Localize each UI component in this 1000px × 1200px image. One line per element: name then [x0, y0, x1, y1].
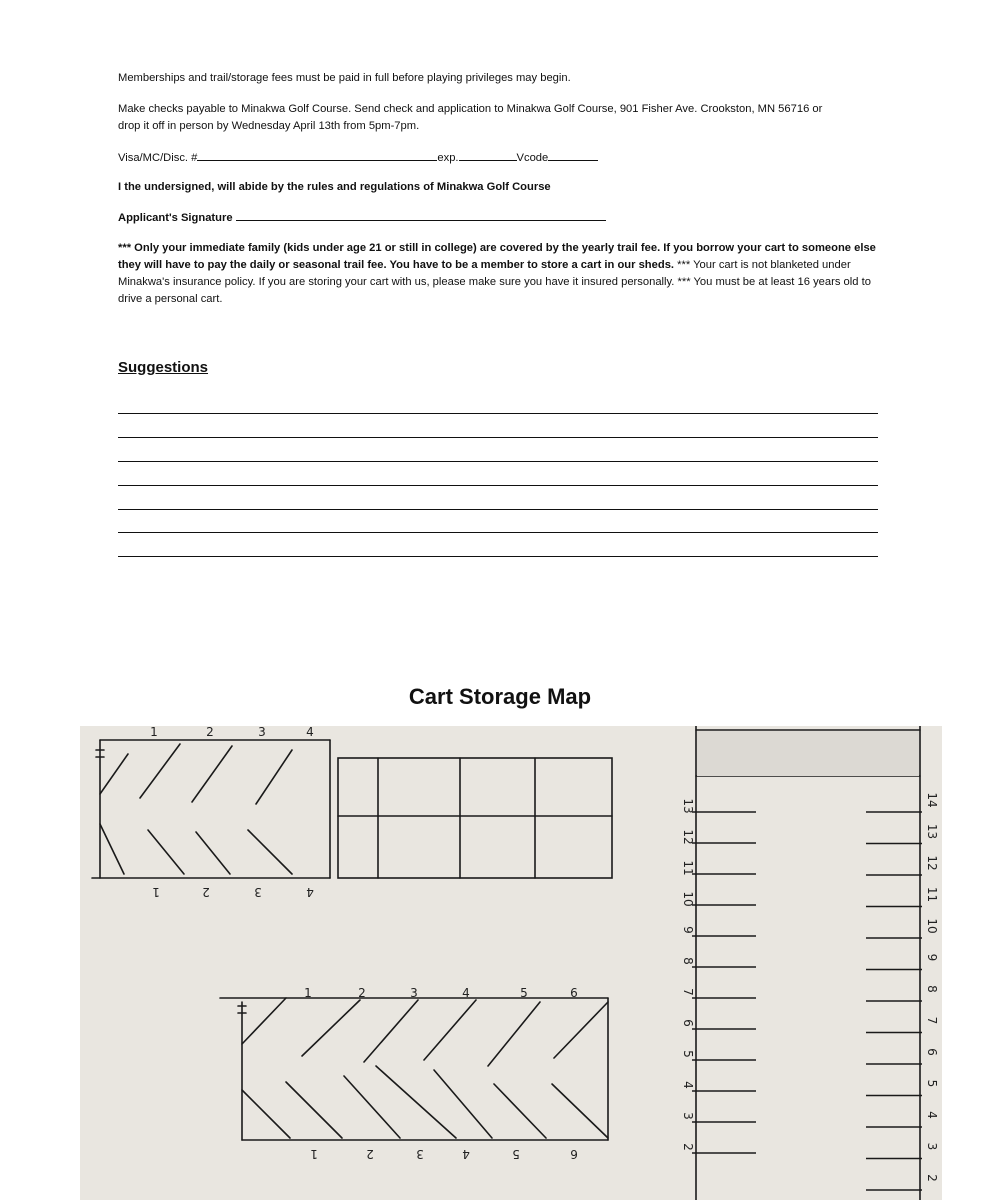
checks-line-1: Make checks payable to Minakwa Golf Course. Send check and application to Minakwa Golf Course, 901 Fisher Ave. Crookston, MN 56716 or [118, 103, 823, 115]
vcode-label: Vcode [516, 152, 549, 164]
card-number-field[interactable] [197, 149, 437, 161]
left-stall-lines [692, 812, 756, 1153]
checks-line-2: drop it off in person by Wednesday April 13th from 5pm-7pm. [118, 120, 420, 132]
cart-storage-map [80, 726, 942, 1200]
right-stall-label: 6 [925, 1048, 939, 1056]
right-stall-lines [866, 812, 922, 1190]
card-number-label: Visa/MC/Disc. # [118, 152, 198, 164]
left-stall-label: 4 [681, 1081, 695, 1089]
shed-3-top-label: 5 [520, 986, 528, 1000]
fees-note: Memberships and trail/storage fees must be paid in full before playing privileges may begin. [118, 72, 571, 84]
suggestion-line[interactable] [118, 532, 878, 533]
left-stall-label: 9 [681, 926, 695, 934]
policy-normal-text: *** Your cart is not blanketed under Minakwa's insurance policy. If you are storing your cart with us, please make sure you have it insured personally. *** You must be at least 16 years old to drive a personal cart. [118, 259, 871, 305]
expiration-field[interactable] [459, 149, 517, 161]
suggestions-title: Suggestions [118, 359, 209, 376]
right-stall-label: 14 [925, 792, 939, 808]
left-stall-label: 5 [681, 1050, 695, 1058]
left-stall-label: 11 [681, 860, 695, 876]
right-stall-label: 8 [925, 985, 939, 993]
left-stall-label: 7 [681, 988, 695, 996]
left-stall-label: 12 [681, 829, 695, 845]
right-stall-label: 10 [925, 918, 939, 934]
right-stall-label: 7 [925, 1016, 939, 1025]
shed-1-top-label: 1 [150, 726, 158, 739]
long-shed [696, 726, 920, 1200]
shed-3-bottom-label: 6 [570, 1147, 578, 1161]
right-stall-label: 13 [925, 823, 939, 840]
right-stall-label: 4 [925, 1111, 939, 1119]
shed-3-top-label: 1 [304, 986, 312, 1000]
shed-1-bottom-label: 1 [152, 885, 160, 899]
shed-2 [338, 758, 612, 878]
shed-3-bottom-label: 2 [366, 1147, 374, 1161]
left-stall-label: 2 [681, 1143, 695, 1151]
suggestion-line[interactable] [118, 413, 878, 414]
vcode-field[interactable] [548, 149, 598, 161]
shed-1-bottom-label: 4 [306, 885, 314, 899]
left-stall-label: 13 [681, 798, 695, 814]
shed-3-top-label: 4 [462, 986, 470, 1000]
shed-3-bottom-label: 3 [416, 1147, 424, 1161]
right-stall-label: 2 [925, 1174, 939, 1182]
policy-note [118, 240, 888, 308]
suggestion-line[interactable] [118, 461, 878, 462]
shed-3-top-label: 6 [570, 986, 578, 1000]
right-stall-label: 3 [925, 1142, 939, 1151]
long-shed-header [697, 731, 919, 776]
signature-label: Applicant's Signature [118, 212, 233, 224]
shed-3-bottom-label: 1 [310, 1147, 318, 1161]
left-stall-label: 10 [681, 891, 695, 907]
right-stall-label: 9 [925, 953, 939, 962]
map-title: Cart Storage Map [408, 684, 592, 709]
signature-line [118, 209, 888, 227]
checks-note [118, 101, 888, 135]
shed-1-bottom-label: 2 [202, 885, 210, 899]
right-stall-label: 12 [925, 855, 939, 871]
right-stall-label: 5 [925, 1079, 939, 1088]
shed-3-bottom-label: 4 [462, 1147, 470, 1161]
agreement-statement: I the undersigned, will abide by the rules and regulations of Minakwa Golf Course [118, 181, 551, 193]
suggestion-line[interactable] [118, 485, 878, 486]
suggestion-line[interactable] [118, 437, 878, 438]
map-drawing [80, 726, 942, 1200]
policy-bold-text: *** Only your immediate family (kids under age 21 or still in college) are covered by the yearly trail fee. If you borrow your cart to someone else they will have to pay the daily or seasonal trail fee. You have to be a member to store a cart in our sheds. [118, 242, 876, 271]
shed-1 [92, 740, 330, 878]
suggestion-line[interactable] [118, 556, 878, 557]
shed-3 [220, 998, 608, 1140]
right-stall-label: 11 [925, 886, 939, 903]
shed-3-top-label: 3 [410, 986, 418, 1000]
shed-3-bottom-label: 5 [512, 1147, 520, 1161]
suggestion-line[interactable] [118, 509, 878, 510]
shed-1-top-label: 3 [258, 726, 266, 739]
shed-1-top-label: 4 [306, 726, 314, 739]
signature-field[interactable] [236, 209, 606, 221]
left-stall-label: 3 [681, 1112, 695, 1120]
left-stall-label: 8 [681, 957, 695, 965]
left-stall-label: 6 [681, 1019, 695, 1027]
expiration-label: exp. [437, 152, 459, 164]
card-payment-line [118, 149, 888, 167]
shed-3-top-label: 2 [358, 986, 366, 1000]
shed-1-top-label: 2 [206, 726, 214, 739]
shed-1-bottom-label: 3 [254, 885, 262, 899]
